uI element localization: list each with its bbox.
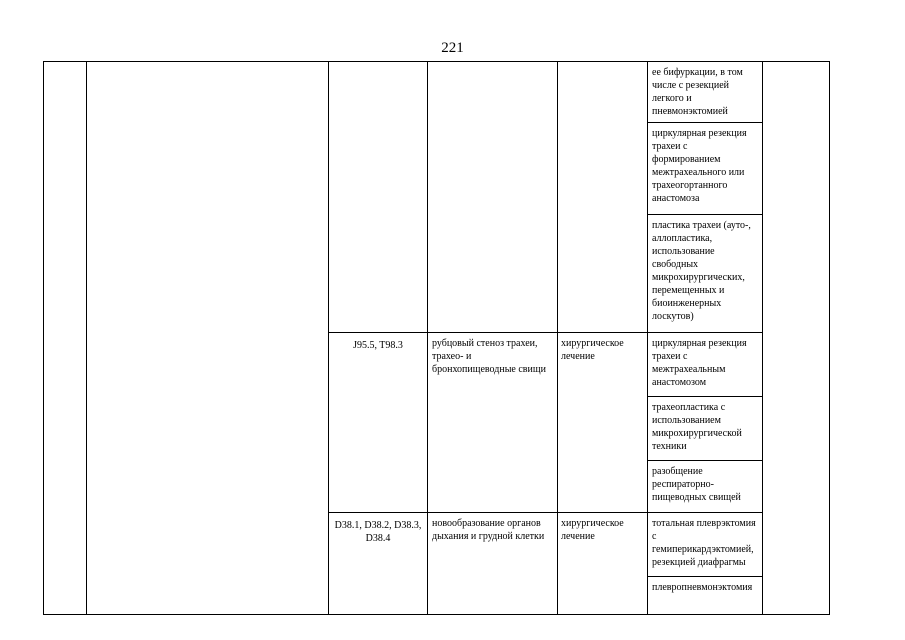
method-cell: циркулярная резекция трахеи с межтрахеальным анастомозом — [648, 333, 763, 397]
profile-cell — [87, 62, 329, 615]
codes-cell — [329, 62, 428, 333]
method-cell: разобщение респираторно-пищеводных свищей — [648, 461, 763, 513]
page-number: 221 — [441, 40, 464, 56]
treatment-type-cell: хирургическое лечение — [558, 513, 648, 615]
procedures-table — [43, 61, 830, 615]
codes-cell: J95.5, T98.3 — [329, 333, 428, 513]
condition-cell — [428, 62, 558, 333]
codes-cell: D38.1, D38.2, D38.3, D38.4 — [329, 513, 428, 615]
method-cell: пластика трахеи (ауто-, аллопластика, использование свободных микрохирургических, перемещенных и биоинженерных лоскутов) — [648, 215, 763, 333]
condition-cell: новообразование органов дыхания и грудной клетки — [428, 513, 558, 615]
method-cell: трахеопластика с использованием микрохирургической техники — [648, 397, 763, 461]
treatment-type-cell — [558, 62, 648, 333]
note-cell — [763, 62, 830, 615]
method-cell: тотальная плеврэктомия с гемиперикардэктомией, резекцией диафрагмы — [648, 513, 763, 577]
method-cell: циркулярная резекция трахеи с формированием межтрахеального или трахеогортанного анастомоза — [648, 123, 763, 215]
treatment-type-cell: хирургическое лечение — [558, 333, 648, 513]
method-cell: плевропневмонэктомия — [648, 577, 763, 615]
condition-cell: рубцовый стеноз трахеи, трахео- и бронхопищеводные свищи — [428, 333, 558, 513]
method-cell: ее бифуркации, в том числе с резекцией легкого и пневмонэктомией — [648, 62, 763, 123]
index-cell — [44, 62, 87, 615]
